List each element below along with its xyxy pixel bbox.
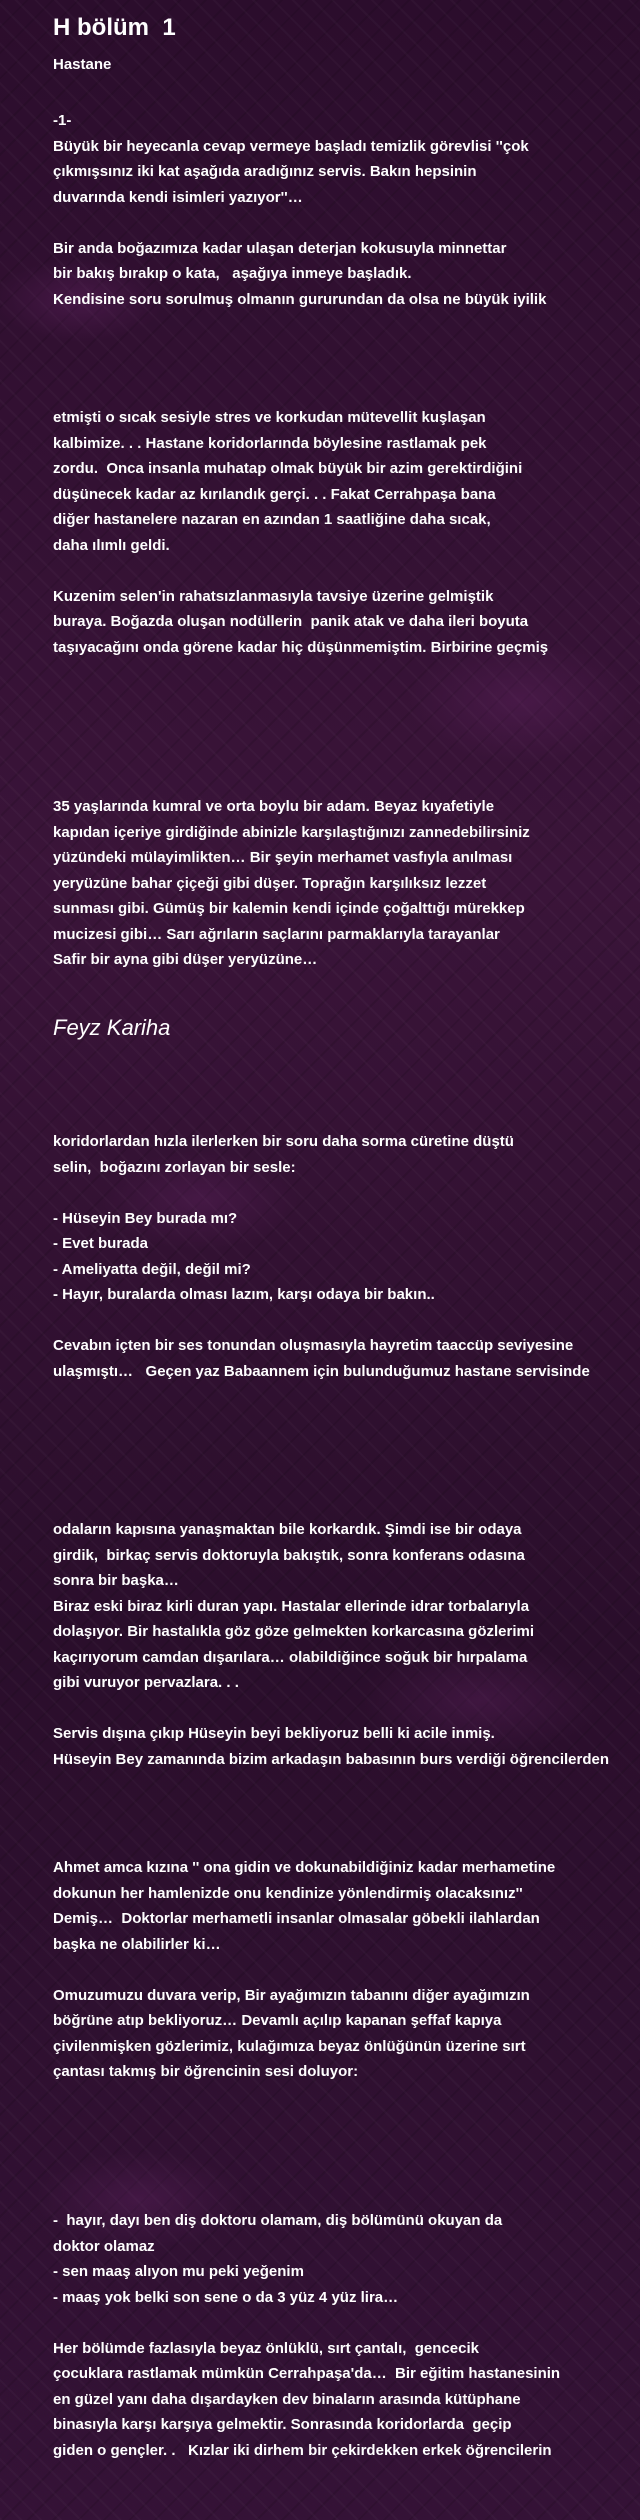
text-line: Demiş… Doktorlar merhametli insanlar olmasalar göbekli ilahlardan (53, 1910, 540, 1927)
text-block-7 (53, 2208, 560, 2463)
text-line (53, 1957, 555, 1983)
text-line: bir bakış bırakıp o kata, aşağıya inmeye başladık. (53, 265, 412, 282)
text-line: girdik, birkaç servis doktoruyla bakıştık, sonra konferans odasına (53, 1546, 525, 1564)
text-line (53, 1180, 590, 1206)
text-line (53, 210, 546, 236)
text-line: Cevabın içten bir ses tonundan oluşmasıyla hayretim taaccüp seviyesine (53, 1337, 574, 1354)
text-line: sonra bir başka… (53, 1572, 179, 1589)
text-line: en güzel yanı daha dışardayken dev binaların arasında kütüphane (53, 2390, 521, 2408)
text-block-3 (53, 794, 530, 973)
text-line: - Ameliyatta değil, değil mi? (53, 1260, 251, 1278)
text-line: - hayır, dayı ben diş doktoru olamam, diş bölümünü okuyan da (53, 2212, 503, 2229)
text-line: Biraz eski biraz kirli duran yapı. Hastalar ellerinde idrar torbalarıyla (53, 1597, 530, 1615)
text-line: Kuzenim selen'in rahatsızlanmasıyla tavsiye üzerine gelmiştik (53, 587, 494, 605)
text-line: diğer hastanelere nazaran en azından 1 saatliğine daha sıcak, (53, 511, 491, 528)
text-line: ulaşmıştı… Geçen yaz Babaannem için bulunduğumuz hastane servisinde (53, 1362, 590, 1380)
text-line: binasıyla karşı karşıya gelmektir. Sonrasında koridorlarda geçip (53, 2416, 512, 2433)
page-title: H bölüm 1 (53, 14, 176, 41)
author-signature: Feyz Kariha (53, 1015, 171, 1040)
text-block-2 (53, 405, 548, 660)
text-line: etmişti o sıcak sesiyle stres ve korkudan mütevellit kuşlaşan (53, 409, 486, 426)
text-line: Safir bir ayna gibi düşer yeryüzüne… (53, 951, 318, 968)
text-line: çocuklara rastlamak mümkün Cerrahpaşa'da… Bir eğitim hastanesinin (53, 2365, 561, 2382)
text-line: çantası takmış bir öğrencinin sesi doluyor: (53, 2063, 359, 2080)
text-line: Ahmet amca kızına '' ona gidin ve dokunabildiğiniz kadar merhametine (53, 1859, 556, 1876)
text-line: odaların kapısına yanaşmaktan bile korkardık. Şimdi ise bir odaya (53, 1521, 522, 1538)
text-line: duvarında kendi isimleri yazıyor''… (53, 188, 303, 206)
text-line: Hüseyin Bey zamanında bizim arkadaşın babasının burs verdiği öğrencilerden (53, 1750, 609, 1768)
text-line: taşıyacağını onda görene kadar hiç düşünmemiştim. Birbirine geçmiş (53, 638, 549, 656)
text-line: - Hüseyin Bey burada mı? (53, 1209, 238, 1227)
text-line: 35 yaşlarında kumral ve orta boylu bir adam. Beyaz kıyafetiyle (53, 798, 495, 815)
text-line: koridorlardan hızla ilerlerken bir soru daha sorma cüretine düştü (53, 1133, 514, 1150)
text-line: kalbimize. . . Hastane koridorlarında böylesine rastlamak pek (53, 434, 487, 452)
text-line: Servis dışına çıkıp Hüseyin beyi bekliyoruz belli ki acile inmiş. (53, 1725, 495, 1742)
text-line: - Hayır, buralarda olması lazım, karşı odaya bir bakın.. (53, 1286, 435, 1303)
text-line (53, 2310, 560, 2336)
text-block-5 (53, 1517, 609, 1772)
text-line: Büyük bir heyecanla cevap vermeye başladı temizlik görevlisi ''çok (53, 137, 529, 155)
text-line: kaçırıyorum camdan dışarılara… olabildiğince soğuk bir hırpalama (53, 1648, 528, 1666)
text-line: Kendisine soru sorulmuş olmanın gururundan da olsa ne büyük iyilik (53, 290, 547, 308)
text-block-4 (53, 1129, 590, 1384)
text-line: kapıdan içeriye girdiğinde abinizle karşılaştığınızı zannedebilirsiniz (53, 823, 530, 841)
text-line: Omuzumuzu duvara verip, Bir ayağımızın tabanını diğer ayağımızın (53, 1986, 530, 2004)
text-line: zordu. Onca insanla muhatap olmak büyük bir azim gerektirdiğini (53, 460, 523, 477)
text-line: dolaşıyor. Bir hastalıkla göz göze gelmekten korkarcasına gözlerimi (53, 1623, 535, 1640)
text-block-6 (53, 1855, 555, 2085)
text-line: buraya. Boğazda oluşan nodüllerin panik atak ve daha ileri boyuta (53, 613, 529, 630)
text-line: -1- (53, 112, 72, 129)
text-line: - Evet burada (53, 1235, 149, 1252)
text-line: yeryüzüne bahar çiçeği gibi düşer. Toprağın karşılıksız lezzet (53, 874, 487, 892)
text-line: yüzündeki mülayimlikten… Bir şeyin merhamet vasfıyla anılması (53, 849, 513, 866)
text-line: - maaş yok belki son sene o da 3 yüz 4 yüz lira… (53, 2288, 399, 2306)
text-line: böğrüne atıp bekliyoruz… Devamlı açılıp kapanan şeffaf kapıya (53, 2012, 502, 2029)
text-block-1 (53, 108, 546, 312)
text-line: doktor olamaz (53, 2237, 155, 2255)
text-line: mucizesi gibi… Sarı ağrıların saçlarını parmaklarıyla tarayanlar (53, 925, 500, 943)
text-line: düşünecek kadar az kırılandık gerçi. . . Fakat Cerrahpaşa bana (53, 485, 496, 503)
text-line: gibi vuruyor pervazlara. . . (53, 1674, 239, 1691)
text-line: başka ne olabilirler ki… (53, 1935, 221, 1953)
text-line: giden o gençler. . Kızlar iki dirhem bir çekirdekken erkek öğrencilerin (53, 2441, 552, 2459)
text-line (53, 558, 548, 584)
text-line: sunması gibi. Gümüş bir kalemin kendi içinde çoğalttığı mürekkep (53, 900, 525, 917)
page-subtitle: Hastane (53, 56, 112, 73)
text-line: Bir anda boğazımıza kadar ulaşan deterjan kokusuyla minnettar (53, 239, 507, 257)
text-line (53, 1696, 609, 1722)
text-line (53, 1308, 590, 1334)
text-line: selin, boğazını zorlayan bir sesle: (53, 1158, 296, 1176)
text-line: Her bölümde fazlasıyla beyaz önlüklü, sırt çantalı, gencecik (53, 2339, 479, 2357)
text-line: dokunun her hamlenizde onu kendinize yönlendirmiş olacaksınız'' (53, 1884, 523, 1902)
text-line: çivilenmişken gözlerimiz, kulağımıza beyaz önlüğünün üzerine sırt (53, 2037, 526, 2055)
text-line: çıkmışsınız iki kat aşağıda aradığınız servis. Bakın hepsinin (53, 163, 477, 180)
text-line: daha ılımlı geldi. (53, 536, 170, 554)
text-line: - sen maaş alıyon mu peki yeğenim (53, 2263, 304, 2280)
